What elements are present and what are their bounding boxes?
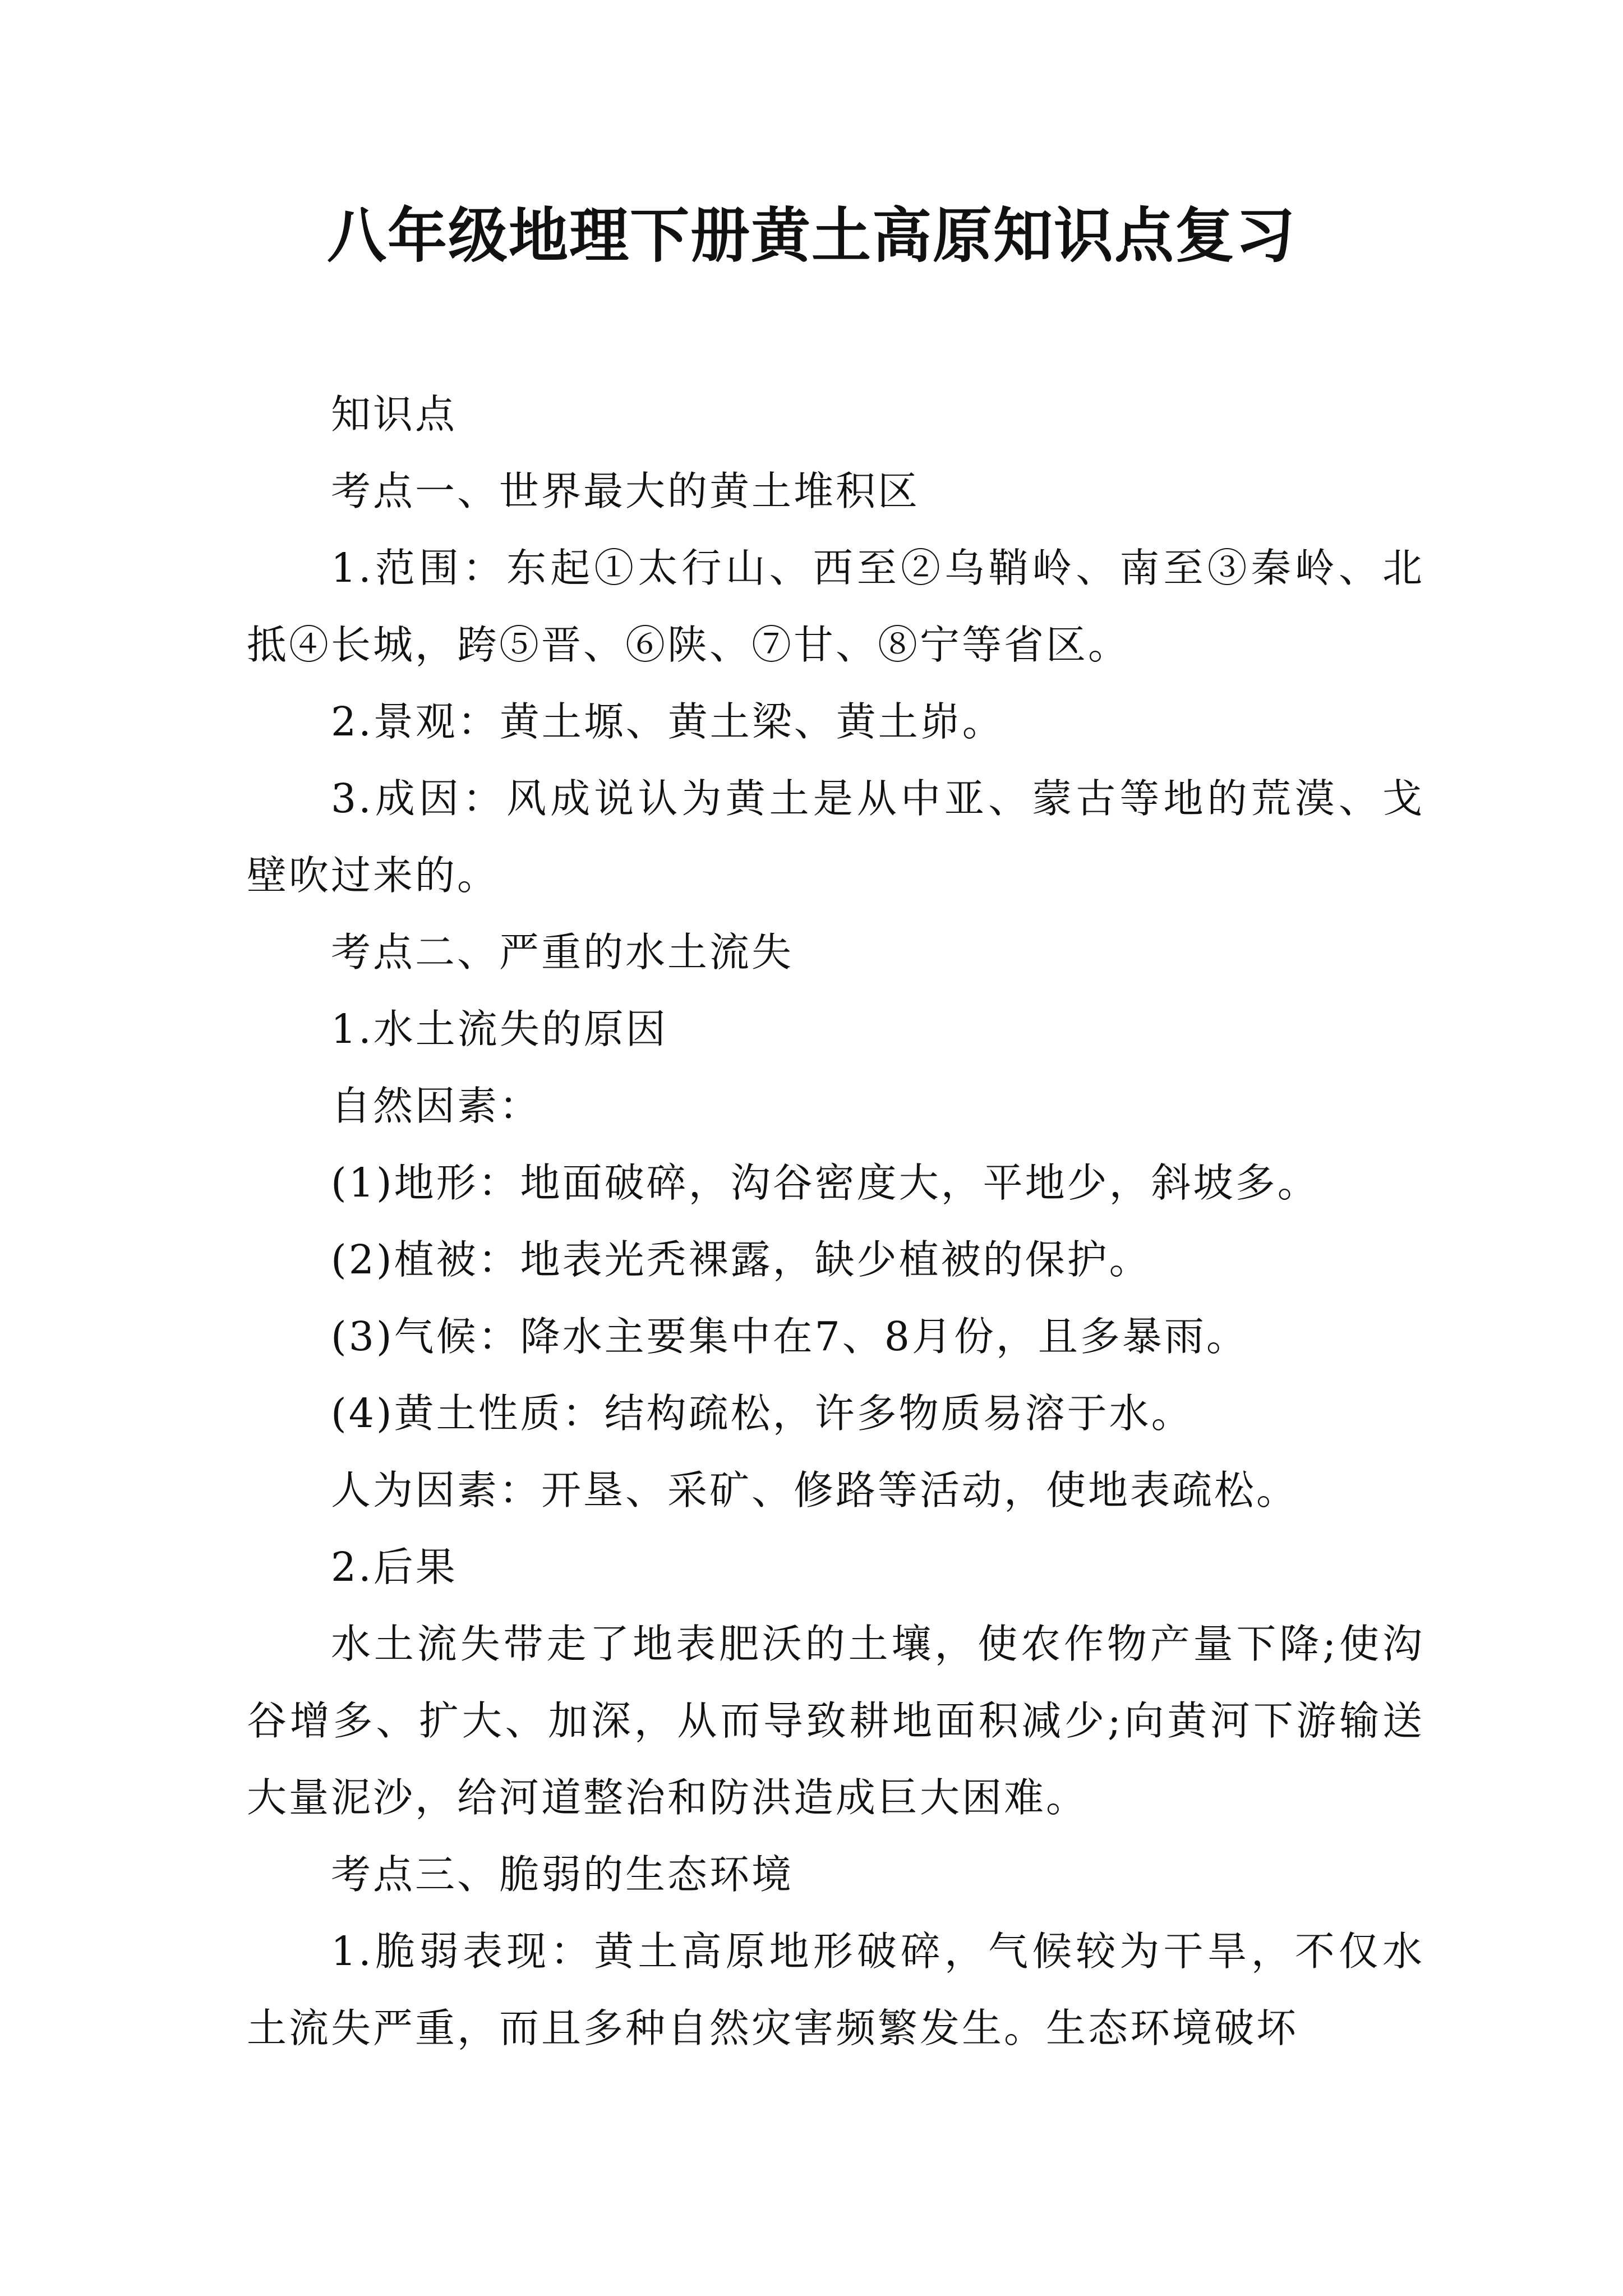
section-heading-3: 考点三、脆弱的生态环境 bbox=[331, 1851, 794, 1898]
paragraph-erosion-causes: 1.水土流失的原因 bbox=[331, 1006, 668, 1052]
paragraph-landscape: 2.景观：黄土塬、黄土梁、黄土峁。 bbox=[331, 698, 1004, 745]
paragraph-consequences: 水土流失带走了地表肥沃的土壤，使农作物产量下降;使沟谷增多、扩大、加深，从而导致耕地面积减少;向黄河下游输送大量泥沙，给河道整治和防洪造成巨大困难。 bbox=[247, 1621, 1424, 1821]
section-heading-1: 考点一、世界最大的黄土堆积区 bbox=[331, 468, 920, 514]
paragraph-fragility: 1.脆弱表现：黄土高原地形破碎，气候较为干旱，不仅水土流失严重，而且多种自然灾害频繁发生。生态环境破坏 bbox=[247, 1928, 1424, 2051]
paragraph-loess-nature: (4)黄土性质：结构疏松，许多物质易溶于水。 bbox=[331, 1390, 1193, 1437]
document-title: 八年级地理下册黄土高原知识点复习 bbox=[327, 200, 1296, 270]
document-body bbox=[247, 376, 1424, 2067]
section-heading-2: 考点二、严重的水土流失 bbox=[331, 929, 794, 976]
paragraph-climate: (3)气候：降水主要集中在7、8月份，且多暴雨。 bbox=[331, 1313, 1248, 1360]
paragraph-terrain: (1)地形：地面破碎，沟谷密度大，平地少，斜坡多。 bbox=[331, 1159, 1320, 1206]
paragraph-range: 1.范围：东起①太行山、西至②乌鞘岭、南至③秦岭、北抵④长城，跨⑤晋、⑥陕、⑦甘、⑧宁等省区。 bbox=[247, 545, 1424, 668]
paragraph-vegetation: (2)植被：地表光秃裸露，缺少植被的保护。 bbox=[331, 1236, 1151, 1283]
paragraph-human-factors: 人为因素：开垦、采矿、修路等活动，使地表疏松。 bbox=[331, 1467, 1299, 1513]
paragraph-consequences-heading: 2.后果 bbox=[331, 1544, 458, 1590]
paragraph-knowledge-points: 知识点 bbox=[331, 391, 458, 438]
paragraph-natural-factors: 自然因素： bbox=[331, 1083, 542, 1129]
paragraph-origin: 3.成因：风成说认为黄土是从中亚、蒙古等地的荒漠、戈壁吹过来的。 bbox=[247, 775, 1424, 899]
